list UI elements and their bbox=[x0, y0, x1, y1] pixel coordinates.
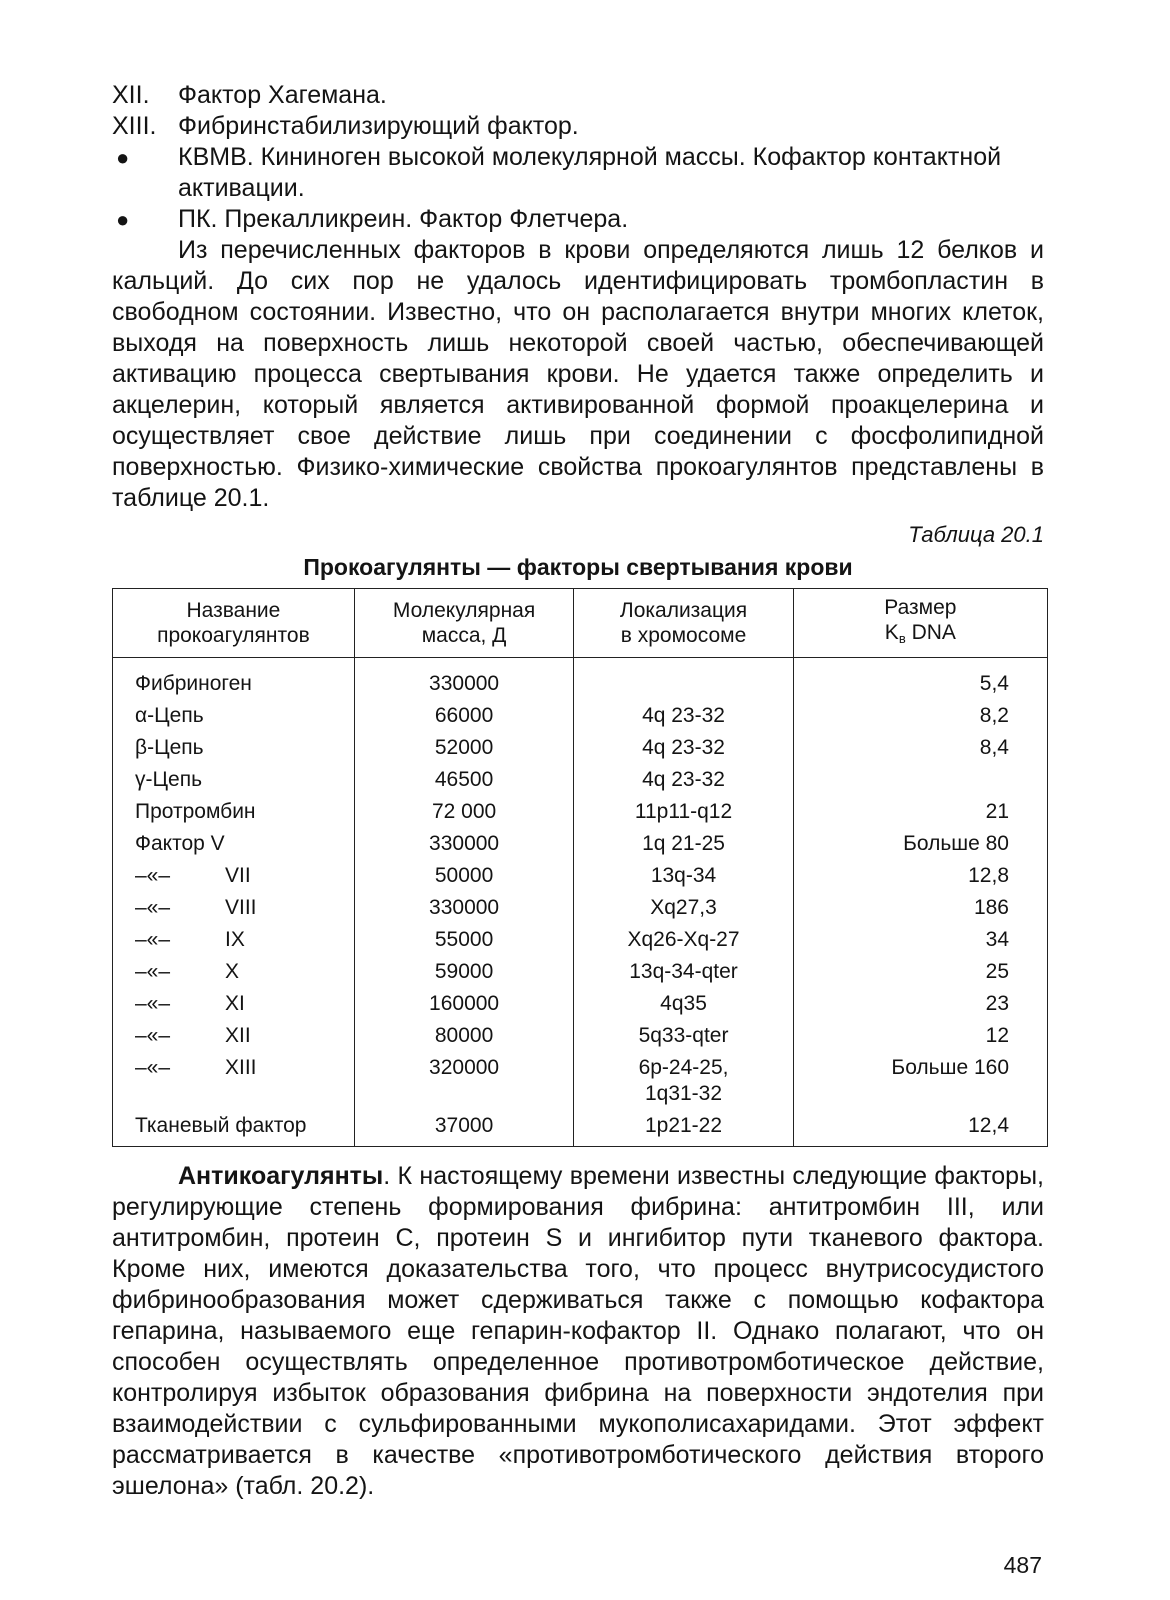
factor-number: VII bbox=[225, 864, 251, 887]
cell-size: 8,2 bbox=[793, 700, 1047, 732]
cell-location: Xq26-Xq-27 bbox=[574, 924, 793, 956]
header-text: Размер bbox=[884, 596, 957, 619]
header-location bbox=[574, 589, 793, 658]
header-text: Молекулярная bbox=[392, 599, 536, 622]
table-row bbox=[113, 988, 1048, 1020]
cell-name bbox=[113, 988, 355, 1020]
table-row bbox=[113, 732, 1048, 764]
header-text: K bbox=[884, 621, 899, 644]
cell-mass: 80000 bbox=[354, 1020, 573, 1052]
cell-mass: 160000 bbox=[354, 988, 573, 1020]
header-text: Локализация bbox=[619, 599, 748, 622]
cell-location: 4q35 bbox=[574, 988, 793, 1020]
cell-mass: 330000 bbox=[354, 828, 573, 860]
header-mass bbox=[354, 589, 573, 658]
cell-name bbox=[113, 1052, 355, 1110]
cell-mass: 52000 bbox=[354, 732, 573, 764]
bullet-icon: ● bbox=[116, 145, 130, 170]
cell-mass: 50000 bbox=[354, 860, 573, 892]
cell-mass: 59000 bbox=[354, 956, 573, 988]
table-row bbox=[113, 764, 1048, 796]
table-row bbox=[113, 956, 1048, 988]
factor-list bbox=[112, 80, 1044, 235]
ditto-mark: –«– bbox=[135, 928, 171, 951]
list-item bbox=[112, 204, 1044, 235]
bullet-icon: ● bbox=[116, 207, 130, 232]
paragraph-lead: Антикоагулянты bbox=[178, 1162, 384, 1190]
list-text: КВМВ. Кининоген высокой молекулярной массы. Кофактор контактной активации. bbox=[178, 143, 1002, 202]
page-number: 487 bbox=[1003, 1552, 1042, 1578]
cell-size: 186 bbox=[793, 892, 1047, 924]
table-row bbox=[113, 892, 1048, 924]
factor-number: XIII bbox=[225, 1056, 257, 1079]
cell-location: 13q-34-qter bbox=[574, 956, 793, 988]
ditto-mark: –«– bbox=[135, 1056, 171, 1079]
cell-mass: 55000 bbox=[354, 924, 573, 956]
cell-size: 12,8 bbox=[793, 860, 1047, 892]
cell-location bbox=[574, 1052, 793, 1110]
table-row bbox=[113, 860, 1048, 892]
location-line bbox=[578, 1052, 788, 1110]
cell-location: 1q 21-25 bbox=[574, 828, 793, 860]
cell-name bbox=[113, 924, 355, 956]
cell-size: 8,4 bbox=[793, 732, 1047, 764]
factor-number: IX bbox=[225, 928, 245, 951]
ditto-mark: –«– bbox=[135, 1024, 171, 1047]
ditto-mark: –«– bbox=[135, 960, 171, 983]
cell-name: Протромбин bbox=[113, 796, 355, 828]
paragraph-anticoagulants bbox=[112, 1161, 1044, 1502]
header-text: масса, Д bbox=[421, 624, 507, 647]
header-subscript: в bbox=[898, 631, 906, 646]
table-row bbox=[113, 796, 1048, 828]
header-size bbox=[793, 589, 1047, 658]
procoagulants-table bbox=[112, 588, 1048, 1147]
cell-size: 5,4 bbox=[793, 658, 1047, 701]
cell-location: 13q-34 bbox=[574, 860, 793, 892]
cell-name: α-Цепь bbox=[113, 700, 355, 732]
cell-mass: 330000 bbox=[354, 658, 573, 701]
cell-mass: 320000 bbox=[354, 1052, 573, 1110]
cell-size: 34 bbox=[793, 924, 1047, 956]
cell-mass: 46500 bbox=[354, 764, 573, 796]
header-text: в хромосоме bbox=[620, 624, 747, 647]
cell-name bbox=[113, 956, 355, 988]
cell-location: Xq27,3 bbox=[574, 892, 793, 924]
factor-number: VIII bbox=[225, 896, 257, 919]
cell-name: γ-Цепь bbox=[113, 764, 355, 796]
header-text: прокоагулянтов bbox=[157, 624, 310, 647]
cell-name: β-Цепь bbox=[113, 732, 355, 764]
cell-name: Фибриноген bbox=[113, 658, 355, 701]
factor-number: X bbox=[225, 960, 240, 983]
list-text: Фибринстабилизирующий фактор. bbox=[178, 112, 579, 140]
cell-location: 4q 23-32 bbox=[574, 700, 793, 732]
cell-location: 5q33-qter bbox=[574, 1020, 793, 1052]
paragraph-text: . К настоящему времени известны следующие факторы, регулирующие степень формирования фибрина: антитромбин III, или антитромбин, протеин C, протеин S и ингибитор пути тканевого фактора. Кроме них, имеются доказательства того, что процесс внутрисосудистого фибринообразования может сдерживаться также с помощью кофактора гепарина, называемого еще гепарин-кофактор II. Однако полагают, что он способен осуществлять определенное противотромботическое действие, контролируя избыток образования фибрина на поверхности эндотелия при взаимодействии с сульфированными мукополисахаридами. Этот эффект рассматривается в качестве «противотромботического действия второго эшелона» (табл. 20.2). bbox=[112, 1162, 1044, 1500]
cell-name: Фактор V bbox=[113, 828, 355, 860]
table-row bbox=[113, 1052, 1048, 1110]
list-item bbox=[112, 80, 1044, 111]
cell-size: 21 bbox=[793, 796, 1047, 828]
cell-mass: 72 000 bbox=[354, 796, 573, 828]
location-part: 1q31-32 bbox=[644, 1082, 723, 1105]
cell-mass: 66000 bbox=[354, 700, 573, 732]
list-item bbox=[112, 111, 1044, 142]
ditto-mark: –«– bbox=[135, 896, 171, 919]
list-item bbox=[112, 142, 1044, 204]
cell-name: Тканевый фактор bbox=[113, 1110, 355, 1147]
cell-size: 25 bbox=[793, 956, 1047, 988]
list-text: ПК. Прекалликреин. Фактор Флетчера. bbox=[178, 205, 629, 233]
cell-size: Больше 80 bbox=[793, 828, 1047, 860]
factor-number: XI bbox=[225, 992, 245, 1015]
cell-name bbox=[113, 860, 355, 892]
header-text: DNA bbox=[911, 621, 956, 644]
table-title: Прокоагулянты — факторы свертывания крови bbox=[303, 554, 853, 580]
location-part: 6p-24-25, bbox=[638, 1056, 729, 1079]
cell-location: 4q 23-32 bbox=[574, 732, 793, 764]
cell-location: 4q 23-32 bbox=[574, 764, 793, 796]
list-marker: XII. bbox=[112, 81, 150, 109]
table-row bbox=[113, 1020, 1048, 1052]
table-row bbox=[113, 658, 1048, 701]
cell-mass: 37000 bbox=[354, 1110, 573, 1147]
ditto-mark: –«– bbox=[135, 864, 171, 887]
table-row bbox=[113, 1110, 1048, 1147]
cell-size: 12 bbox=[793, 1020, 1047, 1052]
page-content bbox=[112, 80, 1044, 1502]
cell-name bbox=[113, 892, 355, 924]
table-row bbox=[113, 924, 1048, 956]
header-text: Название bbox=[186, 599, 281, 622]
cell-location: 1p21-22 bbox=[574, 1110, 793, 1147]
table-caption: Таблица 20.1 bbox=[908, 522, 1044, 547]
header-name bbox=[113, 589, 355, 658]
cell-size: 23 bbox=[793, 988, 1047, 1020]
cell-location: 11p11-q12 bbox=[574, 796, 793, 828]
list-marker: XIII. bbox=[112, 112, 157, 140]
cell-size: 12,4 bbox=[793, 1110, 1047, 1147]
factor-number: XII bbox=[225, 1024, 251, 1047]
list-text: Фактор Хагемана. bbox=[178, 81, 387, 109]
cell-size: Больше 160 bbox=[793, 1052, 1047, 1110]
cell-location bbox=[574, 658, 793, 701]
cell-name bbox=[113, 1020, 355, 1052]
paragraph-procoagulants: Из перечисленных факторов в крови определяются лишь 12 белков и кальций. До сих пор не удалось идентифицировать тромбопластин в свободном состоянии. Известно, что он располагается внутри многих клеток, выходя на поверхность лишь некоторой своей частью, обеспечивающей активацию процесса свертывания крови. Не удается также определить и акцелерин, который является активированной формой проакцелерина и осуществляет свое действие лишь при соединении с фосфолипидной поверхностью. Физико-химические свойства прокоагулянтов представлены в таблице 20.1. bbox=[112, 236, 1044, 512]
table-header-row bbox=[113, 589, 1048, 658]
table-row bbox=[113, 700, 1048, 732]
cell-size bbox=[793, 764, 1047, 796]
ditto-mark: –«– bbox=[135, 992, 171, 1015]
cell-mass: 330000 bbox=[354, 892, 573, 924]
table-row bbox=[113, 828, 1048, 860]
